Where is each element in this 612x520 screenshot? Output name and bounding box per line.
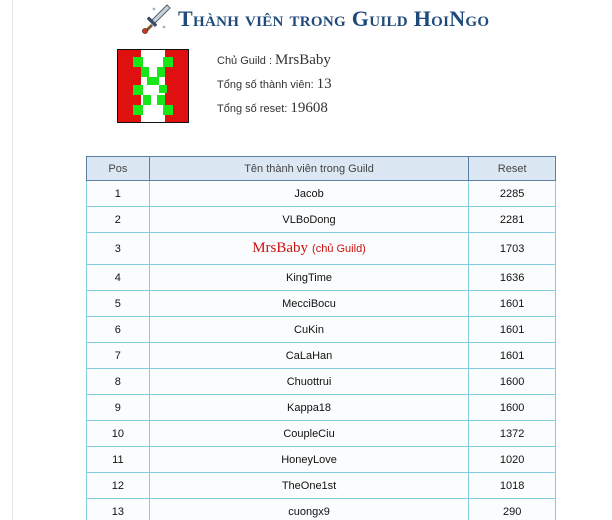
cell-name: TheOne1st [149, 473, 469, 499]
cell-name: CuKin [149, 317, 469, 343]
cell-name: cuongx9 [149, 499, 469, 520]
guild-info [217, 52, 332, 124]
cell-reset: 2281 [469, 207, 556, 233]
table-row [87, 395, 556, 421]
cell-pos: 3 [87, 233, 150, 265]
guild-members-row [217, 76, 332, 100]
guild-master-row [217, 52, 332, 76]
guild-members-value: 13 [316, 76, 332, 92]
cell-name [149, 233, 469, 265]
cell-name: Jacob [149, 181, 469, 207]
cell-pos: 12 [87, 473, 150, 499]
table-row [87, 447, 556, 473]
cell-name: Kappa18 [149, 395, 469, 421]
cell-reset: 1018 [469, 473, 556, 499]
table-row [87, 421, 556, 447]
cell-pos: 11 [87, 447, 150, 473]
page-title: Thành viên trong Guild HoiNgo [178, 6, 490, 31]
col-header-name: Tên thành viên trong Guild [149, 157, 469, 181]
cell-reset: 1636 [469, 265, 556, 291]
cell-pos: 2 [87, 207, 150, 233]
cell-reset: 1600 [469, 369, 556, 395]
table-row-guild-master [87, 233, 556, 265]
cell-pos: 1 [87, 181, 150, 207]
guild-master-label: Chủ Guild : [217, 55, 273, 67]
cell-name: HoneyLove [149, 447, 469, 473]
cell-reset: 1601 [469, 317, 556, 343]
page-left-border [12, 0, 13, 520]
table-row [87, 499, 556, 520]
col-header-pos: Pos [87, 157, 150, 181]
cell-name: CaLaHan [149, 343, 469, 369]
guild-emblem [117, 49, 189, 123]
cell-name: MecciBocu [149, 291, 469, 317]
table-row [87, 343, 556, 369]
cell-name: KingTime [149, 265, 469, 291]
sword-icon [140, 3, 172, 35]
cell-name: Chuottrui [149, 369, 469, 395]
guild-reset-label: Tổng số reset: [217, 103, 288, 115]
cell-reset: 290 [469, 499, 556, 520]
cell-pos: 10 [87, 421, 150, 447]
guild-master-value: MrsBaby [275, 52, 331, 68]
cell-reset: 1601 [469, 291, 556, 317]
table-row [87, 317, 556, 343]
table-row [87, 207, 556, 233]
table-row [87, 291, 556, 317]
guild-reset-row [217, 100, 332, 124]
cell-name: VLBoDong [149, 207, 469, 233]
page-header [140, 2, 489, 36]
cell-reset: 2285 [469, 181, 556, 207]
table-row [87, 265, 556, 291]
guild-reset-value: 19608 [290, 100, 328, 116]
cell-name: CoupleCiu [149, 421, 469, 447]
table-header-row [87, 157, 556, 181]
table-row [87, 181, 556, 207]
cell-reset: 1601 [469, 343, 556, 369]
members-table [86, 156, 556, 520]
guild-members-label: Tổng số thành viên: [217, 79, 314, 91]
table-row [87, 473, 556, 499]
cell-pos: 4 [87, 265, 150, 291]
cell-reset: 1372 [469, 421, 556, 447]
cell-reset: 1600 [469, 395, 556, 421]
col-header-reset: Reset [469, 157, 556, 181]
cell-pos: 7 [87, 343, 150, 369]
cell-pos: 8 [87, 369, 150, 395]
table-row [87, 369, 556, 395]
cell-pos: 9 [87, 395, 150, 421]
leader-name: MrsBaby [252, 240, 309, 256]
cell-pos: 5 [87, 291, 150, 317]
leader-tag: (chủ Guild) [312, 243, 366, 255]
cell-pos: 13 [87, 499, 150, 520]
cell-reset: 1703 [469, 233, 556, 265]
cell-pos: 6 [87, 317, 150, 343]
cell-reset: 1020 [469, 447, 556, 473]
